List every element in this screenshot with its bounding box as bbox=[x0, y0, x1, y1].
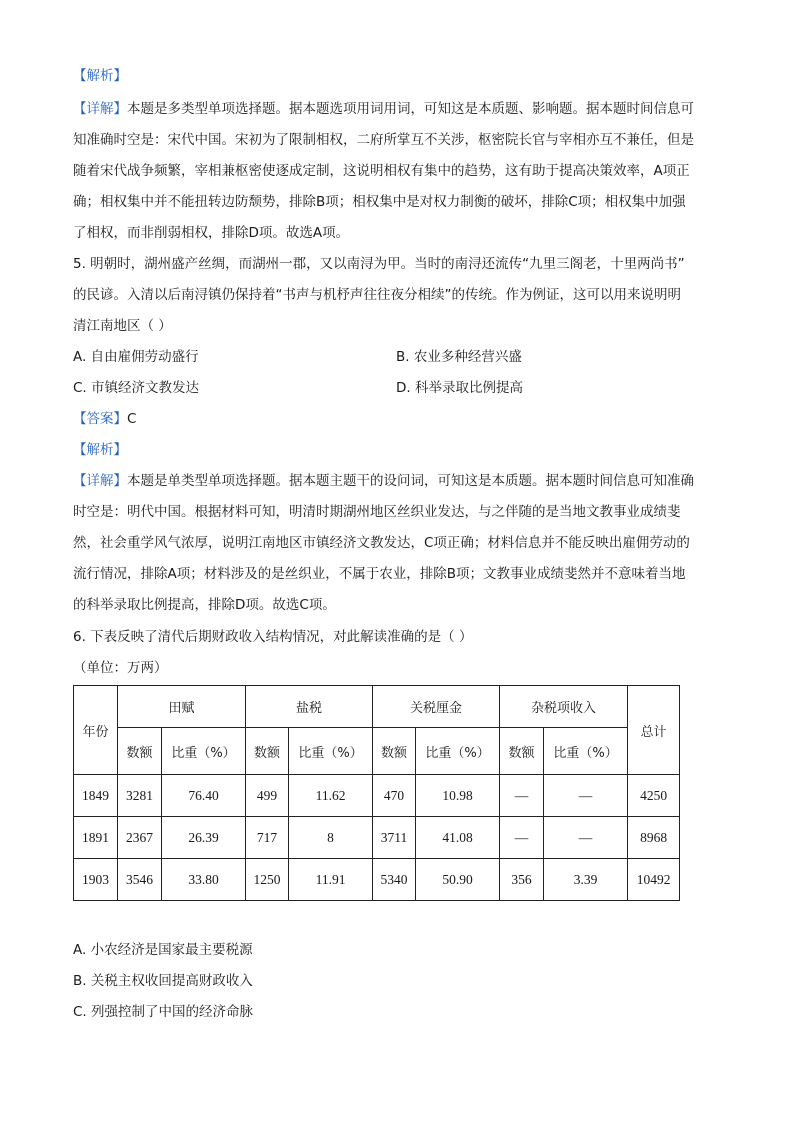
sub-header-ratio: 比重（%） bbox=[162, 728, 246, 775]
table-cell: 11.62 bbox=[289, 775, 373, 817]
table-cell: 8968 bbox=[628, 817, 680, 859]
analysis-line: 随着宋代战争频繁，宰相兼枢密使逐成定制，这说明相权有集中的趋势，这有助于提高决策效率，A项正 bbox=[73, 163, 690, 179]
option-d[interactable]: D. 科举录取比例提高 bbox=[396, 380, 523, 396]
table-cell: 8 bbox=[289, 817, 373, 859]
table-cell: 33.80 bbox=[162, 859, 246, 901]
group-header: 关税厘金 bbox=[373, 686, 500, 728]
table-cell: 1250 bbox=[246, 859, 289, 901]
table-cell: — bbox=[544, 775, 628, 817]
answer-value: C bbox=[127, 411, 137, 427]
sub-header-ratio: 比重（%） bbox=[544, 728, 628, 775]
table-cell: 2367 bbox=[118, 817, 162, 859]
group-header: 杂税项收入 bbox=[500, 686, 628, 728]
group-header: 盐税 bbox=[246, 686, 373, 728]
table-cell: 4250 bbox=[628, 775, 680, 817]
analysis-line: 了相权，而非削弱相权，排除D项。故选A项。 bbox=[73, 225, 350, 241]
detail-tag: 【详解】 bbox=[73, 473, 127, 489]
table-cell: — bbox=[500, 817, 544, 859]
sub-header-ratio: 比重（%） bbox=[289, 728, 373, 775]
total-header: 总计 bbox=[628, 686, 680, 775]
option-a[interactable]: A. 小农经济是国家最主要税源 bbox=[73, 942, 253, 958]
detail-tag: 【详解】 bbox=[73, 101, 127, 117]
table-cell: 3281 bbox=[118, 775, 162, 817]
table-cell: 10.98 bbox=[416, 775, 500, 817]
analysis-line: 的科举录取比例提高，排除D项。故选C项。 bbox=[73, 597, 336, 613]
analysis-line: 知准确时空是：宋代中国。宋初为了限制相权，二府所掌互不关涉，枢密院长官与宰相亦互不兼任，但是 bbox=[73, 132, 694, 148]
table-cell: 50.90 bbox=[416, 859, 500, 901]
table-cell: — bbox=[500, 775, 544, 817]
table-cell: 470 bbox=[373, 775, 416, 817]
sub-header-amount: 数额 bbox=[373, 728, 416, 775]
analysis-line bbox=[73, 471, 694, 491]
table-cell: 356 bbox=[500, 859, 544, 901]
question-6-stem: 6. 下表反映了清代后期财政收入结构情况，对此解读准确的是（ ） bbox=[73, 629, 473, 645]
table-cell: 3546 bbox=[118, 859, 162, 901]
table-cell: 3711 bbox=[373, 817, 416, 859]
table-cell: 11.91 bbox=[289, 859, 373, 901]
sub-header-amount: 数额 bbox=[246, 728, 289, 775]
table-cell: 499 bbox=[246, 775, 289, 817]
table-cell: 26.39 bbox=[162, 817, 246, 859]
revenue-table bbox=[73, 685, 680, 901]
table-cell: 1903 bbox=[74, 859, 118, 901]
table-cell: 10492 bbox=[628, 859, 680, 901]
analysis-line bbox=[73, 99, 694, 119]
analysis-heading: 【解析】 bbox=[73, 68, 127, 84]
sub-header-amount: 数额 bbox=[118, 728, 162, 775]
option-b[interactable]: B. 关税主权收回提高财政收入 bbox=[73, 973, 253, 989]
table-cell: 76.40 bbox=[162, 775, 246, 817]
table-row bbox=[74, 859, 680, 901]
table-cell: 3.39 bbox=[544, 859, 628, 901]
option-c[interactable]: C. 列强控制了中国的经济命脉 bbox=[73, 1004, 254, 1020]
option-a[interactable]: A. 自由雇佣劳动盛行 bbox=[73, 349, 199, 365]
question-5-stem: 清江南地区（ ） bbox=[73, 318, 172, 334]
table-unit: （单位：万两） bbox=[73, 660, 168, 676]
analysis-line: 确；相权集中并不能扭转边防颓势，排除B项；相权集中是对权力制衡的破坏，排除C项；相权集中加强 bbox=[73, 194, 686, 210]
option-c[interactable]: C. 市镇经济文教发达 bbox=[73, 380, 200, 396]
table-row bbox=[74, 775, 680, 817]
sub-header-amount: 数额 bbox=[500, 728, 544, 775]
analysis-line: 流行情况，排除A项；材料涉及的是丝织业，不属于农业，排除B项；文教事业成绩斐然并不意味着当地 bbox=[73, 566, 686, 582]
answer-tag: 【答案】 bbox=[73, 411, 127, 427]
question-5-stem: 的民谚。入清以后南浔镇仍保持着“书声与机杼声往往夜分相续”的传统。作为例证，这可以用来说明明 bbox=[73, 287, 681, 303]
analysis-text: 本题是单类型单项选择题。据本题主题干的设问词，可知这是本质题。据本题时间信息可知准确 bbox=[127, 473, 694, 489]
year-header: 年份 bbox=[74, 686, 118, 775]
table-row bbox=[74, 817, 680, 859]
analysis-line: 然，社会重学风气浓厚，说明江南地区市镇经济文教发达，C项正确；材料信息并不能反映出雇佣劳动的 bbox=[73, 535, 690, 551]
sub-header-ratio: 比重（%） bbox=[416, 728, 500, 775]
option-b[interactable]: B. 农业多种经营兴盛 bbox=[396, 349, 522, 365]
table-cell: 717 bbox=[246, 817, 289, 859]
analysis-text: 本题是多类型单项选择题。据本题选项用词用词，可知这是本质题、影响题。据本题时间信息可 bbox=[127, 101, 694, 117]
analysis-heading: 【解析】 bbox=[73, 442, 127, 458]
analysis-line: 时空是：明代中国。根据材料可知，明清时期湖州地区丝织业发达，与之伴随的是当地文教事业成绩斐 bbox=[73, 504, 681, 520]
table-cell: — bbox=[544, 817, 628, 859]
answer-line bbox=[73, 409, 136, 429]
table-cell: 1849 bbox=[74, 775, 118, 817]
group-header: 田赋 bbox=[118, 686, 246, 728]
table-cell: 41.08 bbox=[416, 817, 500, 859]
table-cell: 1891 bbox=[74, 817, 118, 859]
table-cell: 5340 bbox=[373, 859, 416, 901]
question-5-stem: 5. 明朝时，湖州盛产丝绸，而湖州一郡，又以南浔为甲。当时的南浔还流传“九里三阁老，十里两尚书” bbox=[73, 256, 685, 272]
